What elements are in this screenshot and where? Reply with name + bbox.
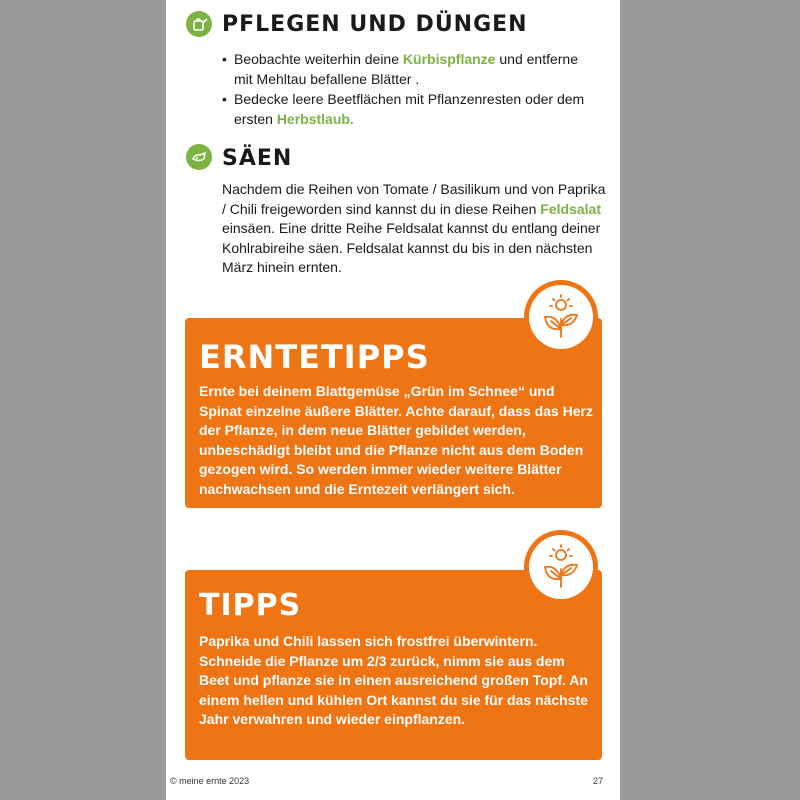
sun-sprout-badge xyxy=(524,280,598,354)
erntetipps-text: Ernte bei deinem Blattgemüse „Grün im Schnee“ und Spinat einzelne äußere Blätter. Achte darauf, dass das Herz der Pflanze, in dem neue Blätter gebildet werden, unbeschädigt bleibt und die Pflanze nicht aus dem Boden gezogen wird. So werden immer wieder weitere Blätter nachwachsen und die Erntezeit verlängert sich. xyxy=(199,383,593,497)
sun-sprout-badge xyxy=(524,530,598,604)
paragraph-saeen: Nachdem die Reihen von Tomate / Basilikum und von Paprika / Chili freigeworden sind kannst du in diese Reihen Feldsalat einsäen. Eine dritte Reihe Feldsalat kannst du entlang deiner Kohlrabireihe säen. Feldsalat kannst du bis in den nächsten März hinein ernten. xyxy=(222,181,606,275)
sun-sprout-icon xyxy=(529,535,593,599)
section-title-saeen: SÄEN xyxy=(222,146,293,171)
tipps-title: TIPPS xyxy=(199,588,302,623)
sun-sprout-icon xyxy=(529,285,593,349)
tipps-text: Paprika und Chili lassen sich frostfrei überwintern. Schneide die Pflanze um 2/3 zurück, nimm sie aus dem Beet und pflanze sie in einen ausreichend großen Topf. An einem hellen und kühlen Ort kannst du sie für das nächste Jahr verwahren und wieder einpflanzen. xyxy=(199,633,588,727)
watering-can-icon xyxy=(186,11,212,37)
footer-copyright: © meine ernte 2023 xyxy=(170,776,250,786)
seed-bag-icon xyxy=(186,144,212,170)
page-number: 27 xyxy=(593,776,604,786)
section-title-pflegen: PFLEGEN UND DÜNGEN xyxy=(222,12,528,37)
bullet-list-pflegen xyxy=(222,50,592,130)
document-page xyxy=(166,0,620,800)
list-item: • Bedecke leere Beetflächen mit Pflanzenresten oder dem ersten Herbstlaub. xyxy=(222,90,592,129)
erntetipps-title: ERNTETIPPS xyxy=(199,338,430,376)
list-item: • Beobachte weiterhin deine Kürbispflanze und entferne mit Mehltau befallene Blätter . xyxy=(222,50,592,89)
